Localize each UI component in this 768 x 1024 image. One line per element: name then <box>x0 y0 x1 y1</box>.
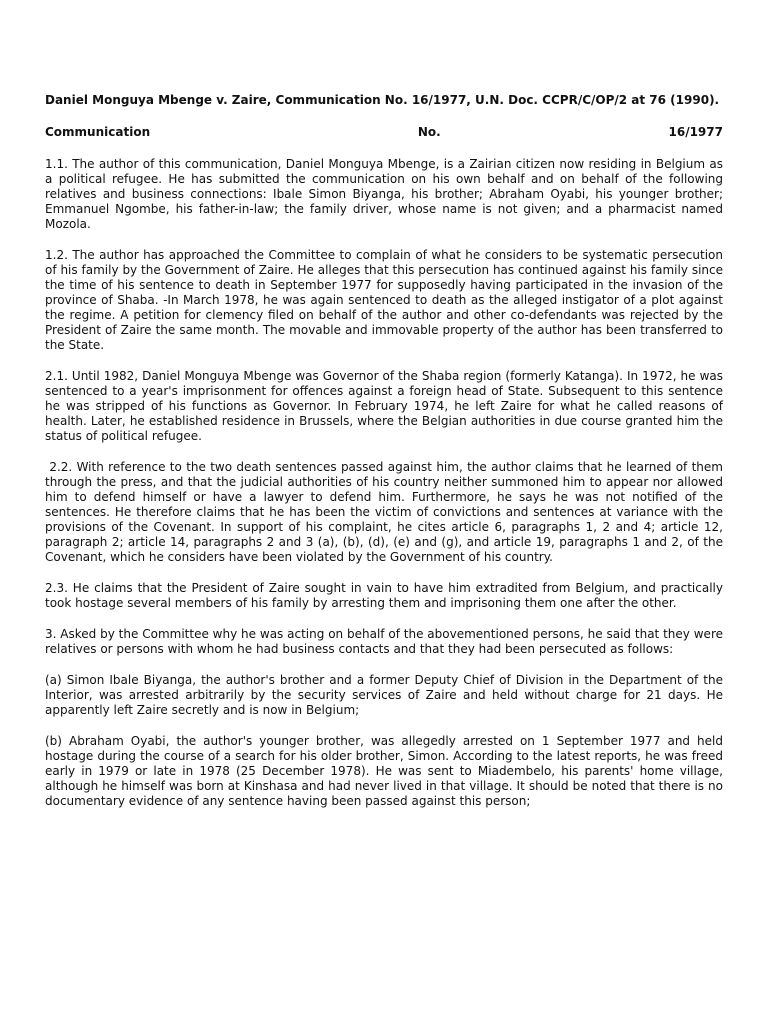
document-page <box>45 93 727 825</box>
paragraph-2-3: 2.3. He claims that the President of Zaire sought in vain to have him extradited from Belgium, and practically took hostage several members of his family by arresting them and imprisoning them one after the other. <box>45 581 723 610</box>
paragraph-3: 3. Asked by the Committee why he was acting on behalf of the abovementioned persons, he said that they were relatives or persons with whom he had business contacts and that they had been persecuted as follows: <box>45 627 723 656</box>
paragraph-3b: (b) Abraham Oyabi, the author's younger brother, was allegedly arrested on 1 September 1977 and held hostage during the course of a search for his older brother, Simon. According to the latest reports, he was freed early in 1979 or late in 1978 (25 December 1978). He was sent to Miadembelo, his parents' home village, although he himself was born at Kinshasa and had never lived in that village. It should be noted that there is no documentary evidence of any sentence having been passed against this person; <box>45 734 723 808</box>
document-title: Daniel Monguya Mbenge v. Zaire, Communication No. 16/1977, U.N. Doc. CCPR/C/OP/2 at 76 (1990). <box>45 93 720 107</box>
paragraph-3a: (a) Simon Ibale Biyanga, the author's brother and a former Deputy Chief of Division in the Department of the Interior, was arrested arbitrarily by the security services of Zaire and held without charge for 21 days. He apparently left Zaire secretly and is now in Belgium; <box>45 673 723 717</box>
communication-label: Communication <box>45 125 151 139</box>
paragraph-1-2: 1.2. The author has approached the Committee to complain of what he considers to be systematic persecution of his family by the Government of Zaire. He alleges that this persecution has continued against his family since the time of his sentence to death in September 1977 for supposedly having participated in the invasion of the province of Shaba. -In March 1978, he was again sentenced to death as the alleged instigator of a plot against the regime. A petition for clemency filed on behalf of the author and other co-defendants was rejected by the President of Zaire the same month. The movable and immovable property of the author has been transferred to the State. <box>45 248 723 352</box>
communication-no-label: No. <box>417 125 441 139</box>
paragraph-1-1: 1.1. The author of this communication, Daniel Monguya Mbenge, is a Zairian citizen now residing in Belgium as a political refugee. He has submitted the communication on his own behalf and on behalf of the following relatives and business connections: Ibale Simon Biyanga, his brother; Abraham Oyabi, his younger brother; Emmanuel Ngombe, his father-in-law; the family driver, whose name is not given; and a pharmacist named Mozola. <box>45 157 723 231</box>
paragraph-2-2: 2.2. With reference to the two death sentences passed against him, the author claims that he learned of them through the press, and that the judicial authorities of his country neither summoned him to appear nor allowed him to defend himself or have a lawyer to defend him. Furthermore, he says he was not notified of the sentences. He therefore claims that he has been the victim of convictions and sentences at variance with the provisions of the Covenant. In support of his complaint, he cites article 6, paragraphs 1, 2 and 4; article 12, paragraph 2; article 14, paragraphs 2 and 3 (a), (b), (d), (e) and (g), and article 19, paragraphs 1 and 2, of the Covenant, which he considers have been violated by the Government of his country. <box>45 460 727 564</box>
paragraph-2-1: 2.1. Until 1982, Daniel Monguya Mbenge was Governor of the Shaba region (formerly Katanga). In 1972, he was sentenced to a year's imprisonment for offences against a foreign head of State. Subsequent to this sentence he was stripped of his functions as Governor. In February 1974, he left Zaire for what he called reasons of health. Later, he established residence in Brussels, where the Belgian authorities in due course granted him the status of political refugee. <box>45 369 723 443</box>
communication-number-line <box>45 125 723 140</box>
communication-number: 16/1977 <box>668 125 723 139</box>
